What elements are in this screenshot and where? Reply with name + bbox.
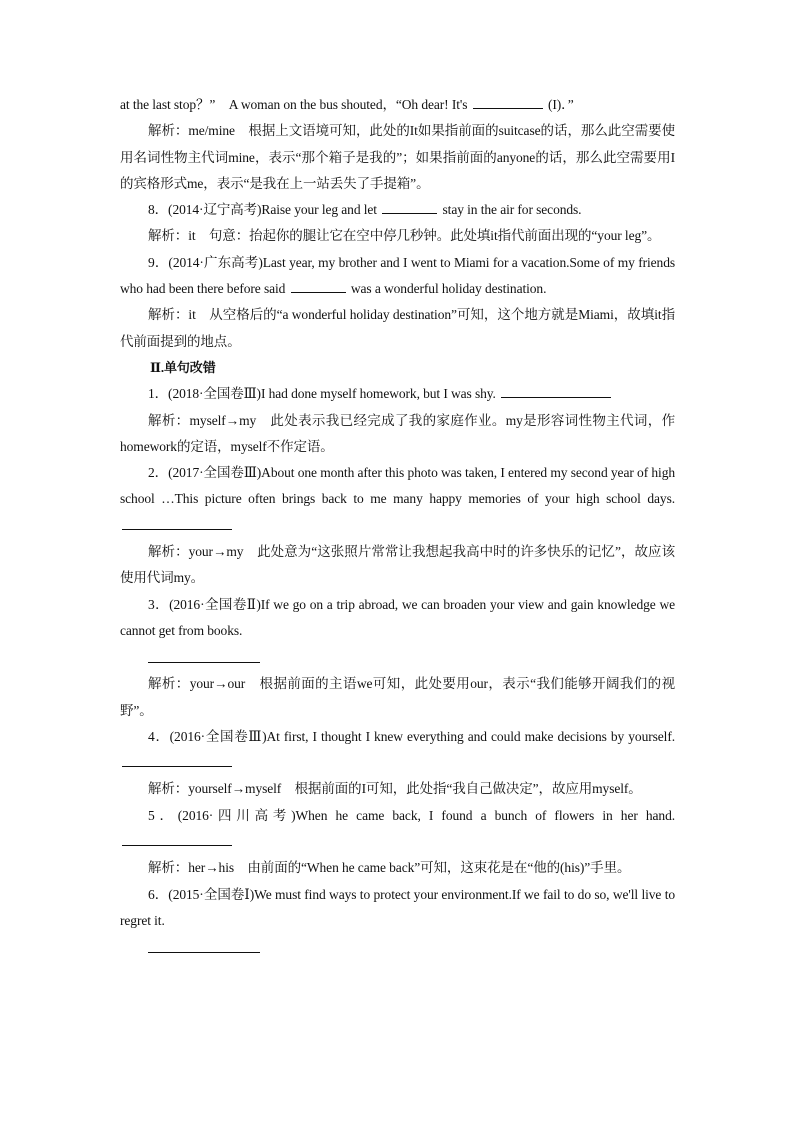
- question-8: [120, 197, 675, 223]
- explanation: 解析：it 从空格后的“a wonderful holiday destination”可知，这个地方就是Miami，故填it指代前面提到的地点。: [120, 307, 675, 349]
- correction-5: [120, 803, 675, 856]
- fill-blank[interactable]: [291, 279, 346, 293]
- explanation: 解析：her→his 由前面的“When he came back”可知，这束花是在“他的(his)”手里。: [148, 860, 631, 876]
- answer-blank[interactable]: [122, 832, 232, 846]
- correction-3: 3．(2016·全国卷Ⅱ)If we go on a trip abroad, we can broaden your view and gain knowledge we cannot get from books.: [120, 596, 675, 638]
- explanation: 解析：me/mine 根据上文语境可知，此处的It如果指前面的suitcase的话，那么此空需要使用名词性物主代词mine，表示“那个箱子是我的”；如果指前面的anyone的话，那么此空需要用I的宾格形式me，表示“是我在上一站丢失了手提箱”。: [120, 123, 675, 191]
- correction-4: [120, 724, 675, 777]
- explanation: 解析：myself→my 此处表示我已经完成了我的家庭作业。my是形容词性物主代词，作homework的定语，myself不作定语。: [120, 412, 675, 454]
- explanation: 解析：your→our 根据前面的主语we可知，此处要用our，表示“我们能够开阔我们的视野”。: [120, 676, 675, 718]
- explanation: 解析：yourself→myself 根据前面的I可知，此处指“我自己做决定”，故应用myself。: [148, 781, 642, 797]
- paragraph-continuation: [120, 92, 675, 118]
- text-line: at the last stop？” A woman on the bus shouted，“Oh dear! It's: [120, 97, 468, 112]
- question-text: was a wonderful holiday destination.: [350, 281, 547, 297]
- question-text: 8．(2014·辽宁高考)Raise your leg and let: [148, 202, 377, 218]
- correction-1: [120, 381, 675, 407]
- question-text: stay in the air for seconds.: [442, 202, 582, 218]
- correction-6: 6．(2015·全国卷Ⅰ)We must find ways to protect your environment.If we fail to do so, we'll live to regret it.: [120, 886, 675, 928]
- fill-blank[interactable]: [382, 200, 437, 214]
- question-text: 5．(2016·四川高考)When he came back, I found a bunch of flowers in her hand.: [148, 807, 675, 823]
- answer-blank[interactable]: [148, 644, 260, 663]
- answer-blank[interactable]: [122, 516, 232, 530]
- question-text: 4．(2016·全国卷Ⅲ)At first, I thought I knew everything and could make decisions by yourself.: [148, 728, 675, 744]
- answer-blank[interactable]: [501, 384, 611, 398]
- question-text: 1．(2018·全国卷Ⅲ)I had done myself homework, but I was shy.: [148, 386, 496, 402]
- worksheet-page: [120, 92, 675, 961]
- section-heading: Ⅱ.单句改错: [150, 359, 216, 375]
- answer-blank[interactable]: [122, 753, 232, 767]
- correction-2: [120, 460, 675, 539]
- fill-blank[interactable]: [473, 95, 543, 109]
- question-text: 9．(2014·广东高考)Last year, my brother and I went to Miami for a vacation.Some of my friends who had been there before said: [120, 254, 675, 297]
- question-text: 2．(2017·全国卷Ⅲ)About one month after this photo was taken, I entered my second year of high school …This picture often brings back to me many happy memories of your high school days.: [120, 465, 675, 507]
- explanation: 解析：it 句意：抬起你的腿让它在空中停几秒钟。此处填it指代前面出现的“your leg”。: [148, 228, 661, 244]
- question-9: [120, 250, 675, 303]
- answer-blank[interactable]: [148, 934, 260, 953]
- explanation: 解析：your→my 此处意为“这张照片常常让我想起我高中时的许多快乐的记忆”，故应该使用代词my。: [120, 544, 675, 586]
- text-line: (I)．”: [547, 97, 574, 112]
